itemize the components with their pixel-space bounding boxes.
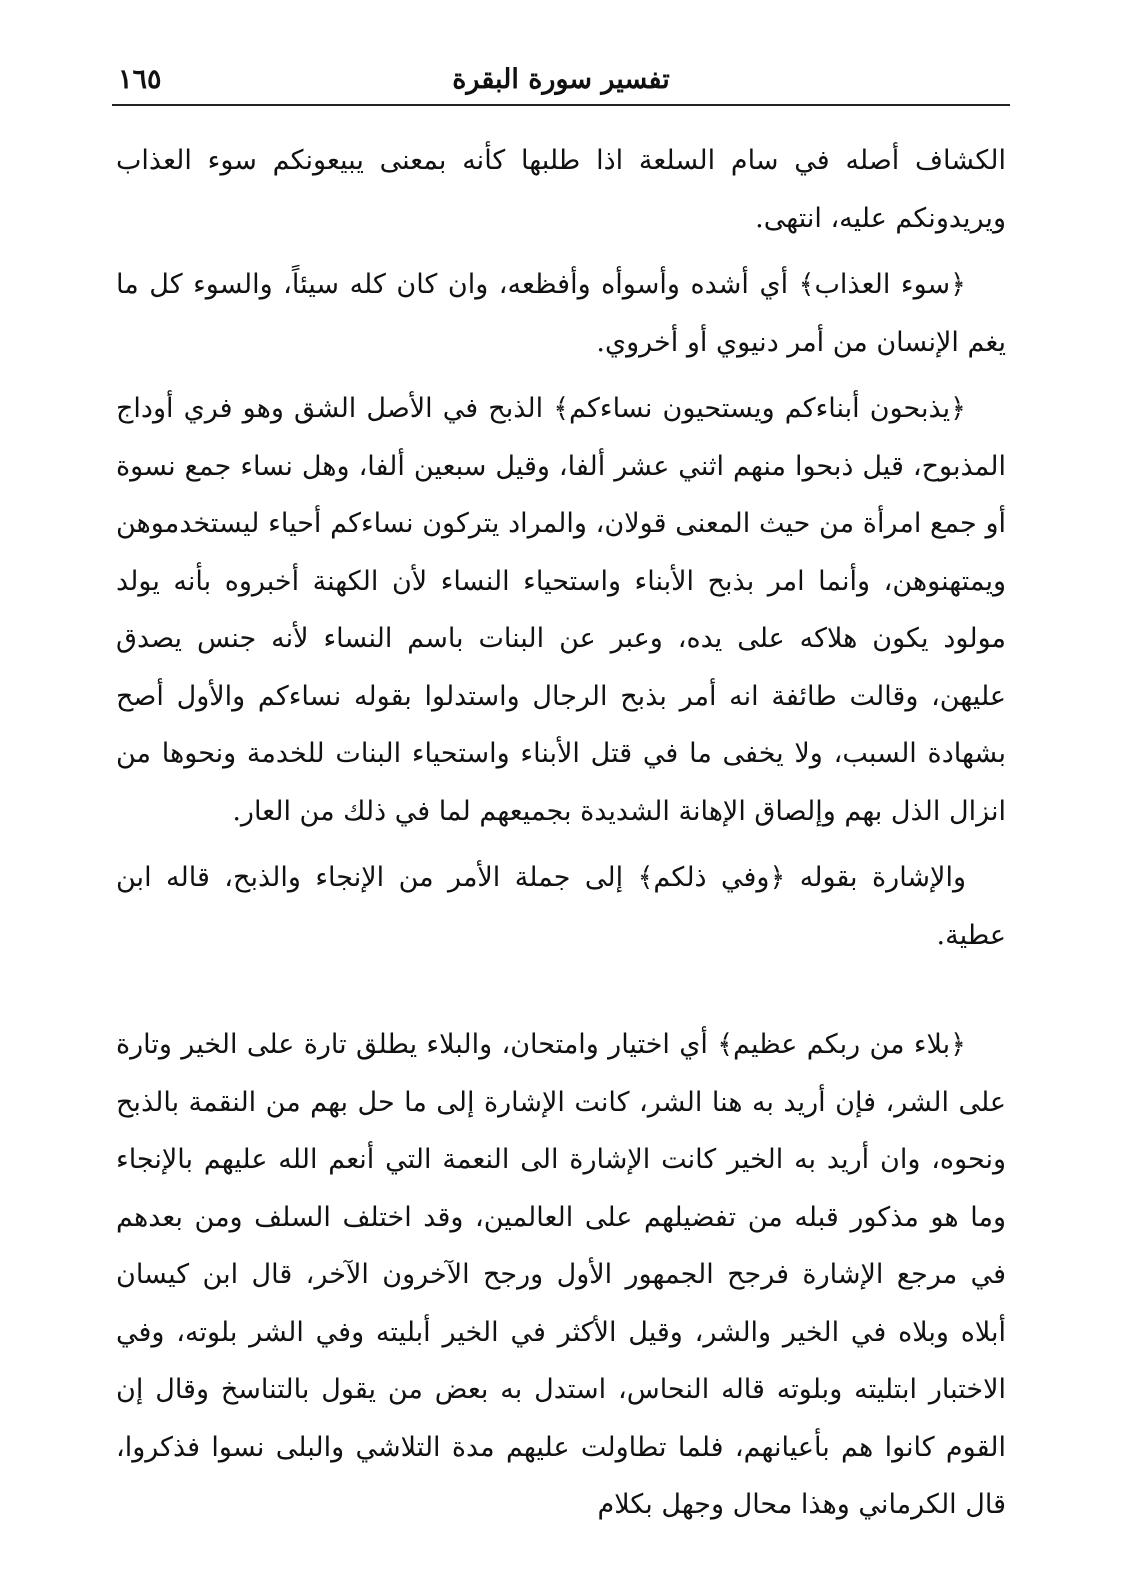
running-title: تفسير سورة البقرة [452,64,670,95]
paragraph-gap [116,371,1006,380]
paragraph-ishara: والإشارة بقوله ﴿وفي ذلكم﴾ إلى جملة الأمر من الإنجاء والذبح، قاله ابن عطية. [116,862,1006,951]
header-rule [112,104,1010,106]
paragraph-kashshaf-note: الكشاف أصله في سام السلعة اذا طلبها كأنه بمعنى يبيعونكم سوء العذاب ويريدونكم عليه، انتهى. [116,145,1006,234]
paragraph-bala: ﴿بلاء من ربكم عظيم﴾ أي اختيار وامتحان، والبلاء يطلق تارة على الخير وتارة على الشر، فإن أريد به هنا الشر، كانت الإشارة إلى ما حل بهم من النقمة بالذبح ونحوه، وان أريد به الخير كانت الإشارة الى النعمة التي أنعم الله عليهم بالإنجاء وما هو مذكور قبله من تفضيلهم على العالمين، وقد اختلف السلف ومن بعدهم في مرجع الإشارة فرجح الجمهور الأول ورجح الآخرون الآخر، قال ابن كيسان أبلاه وبلاه في الخير والشر، وقيل الأكثر في الخير أبليته وفي الشر بلوته، وفي الاختبار ابتليته وبلوته قاله النحاس، استدل به بعض من يقول بالتناسخ وقال إن القوم كانوا هم بأعيانهم، فلما تطاولت عليهم مدة التلاشي والبلى نسوا فذكروا، قال الكرماني وهذا محال وجهل بكلام [116,1029,1006,1520]
section-gap [116,964,1006,1016]
page-number: ١٦٥ [118,64,162,95]
paragraph-yudhabbihun: ﴿يذبحون أبناءكم ويستحيون نساءكم﴾ الذبح في الأصل الشق وهو فري أوداج المذبوح، قيل ذبحوا منهم اثني عشر ألفا، وقيل سبعين ألفا، وهل نساء جمع نسوة أو جمع امرأة من حيث المعنى قولان، والمراد يتركون نساءكم أحياء ليستخدموهن ويمتهنوهن، وأنما امر بذبح الأبناء واستحياء النساء لأن الكهنة أخبروه بأنه يولد مولود يكون هلاكه على يده، وعبر عن البنات باسم النساء لأنه جنس يصدق عليهن، وقالت طائفة انه أمر بذبح الرجال واستدلوا بقوله نساءكم والأول أصح بشهادة السبب، ولا يخفى ما في قتل الأبناء واستحياء البنات للخدمة ونحوها من انزال الذل بهم وإلصاق الإهانة الشديدة بجميعهم لما في ذلك من العار. [116,393,1006,827]
paragraph-gap [116,247,1006,256]
body-text [116,132,1006,1534]
running-header [112,64,1010,104]
paragraph-su-al-adhab: ﴿سوء العذاب﴾ أي أشده وأسوأه وأفظعه، وان كان كله سيئاً، والسوء كل ما يغم الإنسان من أمر دنيوي أو أخروي. [116,269,1006,358]
paragraph-gap [116,840,1006,849]
